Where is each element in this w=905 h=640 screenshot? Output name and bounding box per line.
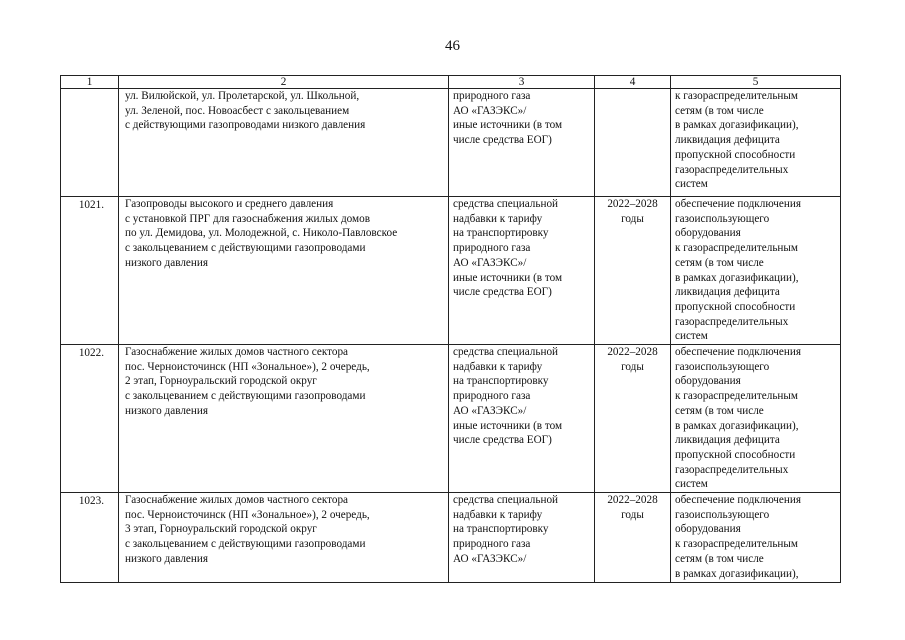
expected-result: к газораспределительным сетям (в том числе в рамках догазификации), ликвидация дефицита пропускной способности газораспределительных систем (671, 89, 841, 197)
funding-source: природного газа АО «ГАЗЭКС»/ иные источники (в том числе средства ЕОГ) (449, 89, 595, 197)
column-number: 2 (119, 76, 449, 89)
column-number: 1 (61, 76, 119, 89)
column-number: 3 (449, 76, 595, 89)
row-number: 1022. (61, 345, 119, 493)
column-number-row (61, 76, 841, 89)
object-name: Газоснабжение жилых домов частного сектора пос. Черноисточинск (НП «Зональное»), 2 очередь, 2 этап, Горноуральский городской округ с закольцеванием с действующими газопроводами низкого давления (119, 345, 449, 493)
funding-source: средства специальной надбавки к тарифу на транспортировку природного газа АО «ГАЗЭКС»/ иные источники (в том числе средства ЕОГ) (449, 345, 595, 493)
object-name: ул. Вилюйской, ул. Пролетарской, ул. Школьной, ул. Зеленой, пос. Новоасбест с закольцеванием с действующими газопроводами низкого давления (119, 89, 449, 197)
page-number: 46 (445, 38, 460, 54)
table-row (61, 493, 841, 583)
period (595, 89, 671, 197)
column-number: 5 (671, 76, 841, 89)
table-row (61, 89, 841, 197)
table-row (61, 197, 841, 345)
row-number: 1023. (61, 493, 119, 583)
row-number: 1021. (61, 197, 119, 345)
funding-source: средства специальной надбавки к тарифу на транспортировку природного газа АО «ГАЗЭКС»/ (449, 493, 595, 583)
column-number: 4 (595, 76, 671, 89)
period: 2022–2028 годы (595, 493, 671, 583)
program-table (60, 75, 841, 583)
expected-result: обеспечение подключения газоиспользующего оборудования к газораспределительным сетям (в том числе в рамках догазификации), ликвидация дефицита пропускной способности газораспределительных систем (671, 197, 841, 345)
period: 2022–2028 годы (595, 345, 671, 493)
table-row (61, 345, 841, 493)
funding-source: средства специальной надбавки к тарифу на транспортировку природного газа АО «ГАЗЭКС»/ иные источники (в том числе средства ЕОГ) (449, 197, 595, 345)
expected-result: обеспечение подключения газоиспользующего оборудования к газораспределительным сетям (в том числе в рамках догазификации), (671, 493, 841, 583)
row-number (61, 89, 119, 197)
period: 2022–2028 годы (595, 197, 671, 345)
expected-result: обеспечение подключения газоиспользующего оборудования к газораспределительным сетям (в том числе в рамках догазификации), ликвидация дефицита пропускной способности газораспределительных систем (671, 345, 841, 493)
object-name: Газопроводы высокого и среднего давления с установкой ПРГ для газоснабжения жилых домов по ул. Демидова, ул. Молодежной, с. Николо-Павловское с закольцеванием с действующими газопроводами низкого давления (119, 197, 449, 345)
object-name: Газоснабжение жилых домов частного сектора пос. Черноисточинск (НП «Зональное»), 2 очередь, 3 этап, Горноуральский городской округ с закольцеванием с действующими газопроводами низкого давления (119, 493, 449, 583)
